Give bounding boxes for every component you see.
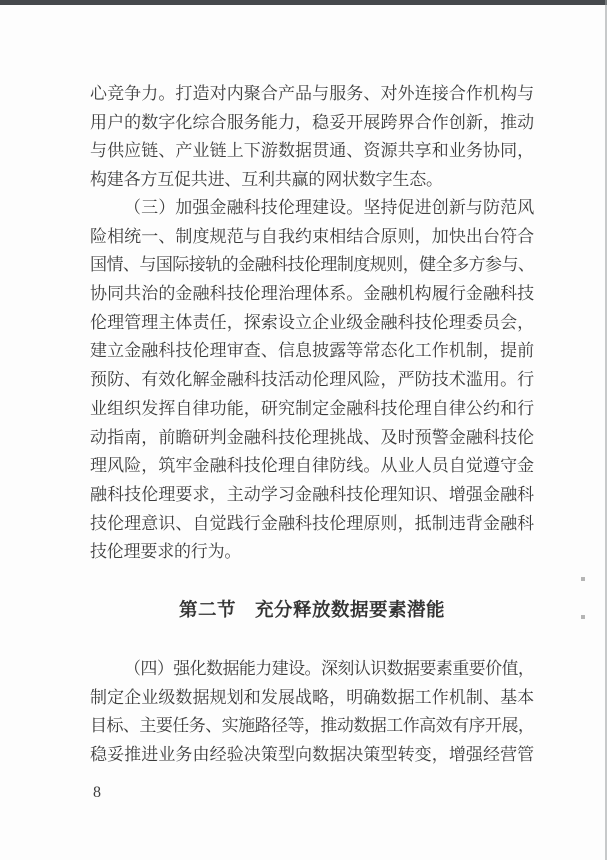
- paragraph-item-3: [90, 194, 534, 567]
- text-line: 险相统一、制度规范与自我约束相结合原则，加快出台符合: [90, 226, 534, 246]
- text-line: 理风险，筑牢金融科技伦理自律防线。从业人员自觉遵守金: [90, 456, 534, 476]
- scan-artifact-top-bar: [0, 0, 607, 5]
- text-line: （三）加强金融科技伦理建设。坚持促进创新与防范风: [124, 198, 534, 217]
- text-line: 构建各方互促共进、互利共赢的网状数字生态。: [90, 170, 443, 190]
- text-line: 目标、主要任务、实施路径等，推动数据工作高效有序开展，: [90, 716, 534, 736]
- paragraph-continuation: [90, 80, 534, 195]
- text-line: 稳妥推进业务由经验决策型向数据决策型转变，增强经营管: [90, 745, 534, 765]
- section-heading: 第二节 充分释放数据要素潜能: [178, 601, 445, 621]
- text-line: 伦理管理主体责任，探索设立企业级金融科技伦理委员会，: [90, 312, 534, 332]
- text-line: 预防、有效化解金融科技活动伦理风险，严防技术滥用。行: [90, 370, 534, 390]
- text-line: （四）强化数据能力建设。深刻认识数据要素重要价值，: [124, 659, 534, 678]
- text-line: 与供应链、产业链上下游数据贯通、资源共享和业务协同，: [90, 141, 534, 161]
- text-line: 心竞争力。打造对内聚合产品与服务、对外连接合作机构与: [90, 84, 534, 103]
- text-line: 制定企业级数据规划和发展战略，明确数据工作机制、基本: [90, 687, 534, 707]
- scan-speck: [581, 577, 585, 581]
- text-line: 业组织发挥自律功能，研究制定金融科技伦理自律公约和行: [90, 398, 534, 418]
- text-line: 建立金融科技伦理审查、信息披露等常态化工作机制，提前: [90, 341, 534, 361]
- page-number: 8: [93, 784, 101, 801]
- text-line: 国情、与国际接轨的金融科技伦理制度规则，健全多方参与、: [90, 255, 534, 275]
- text-line: 融科技伦理要求，主动学习金融科技伦理知识、增强金融科: [90, 484, 534, 504]
- scan-speck: [581, 615, 585, 619]
- text-line: 技伦理要求的行为。: [90, 542, 242, 562]
- text-line: 技伦理意识、自觉践行金融科技伦理原则，抵制违背金融科: [90, 513, 534, 533]
- text-line: 动指南，前瞻研判金融科技伦理挑战、及时预警金融科技伦: [90, 427, 534, 447]
- text-line: 协同共治的金融科技伦理治理体系。金融机构履行金融科技: [90, 284, 534, 304]
- paragraph-item-4: [90, 655, 534, 770]
- text-line: 用户的数字化综合服务能力，稳妥开展跨界合作创新，推动: [90, 112, 534, 132]
